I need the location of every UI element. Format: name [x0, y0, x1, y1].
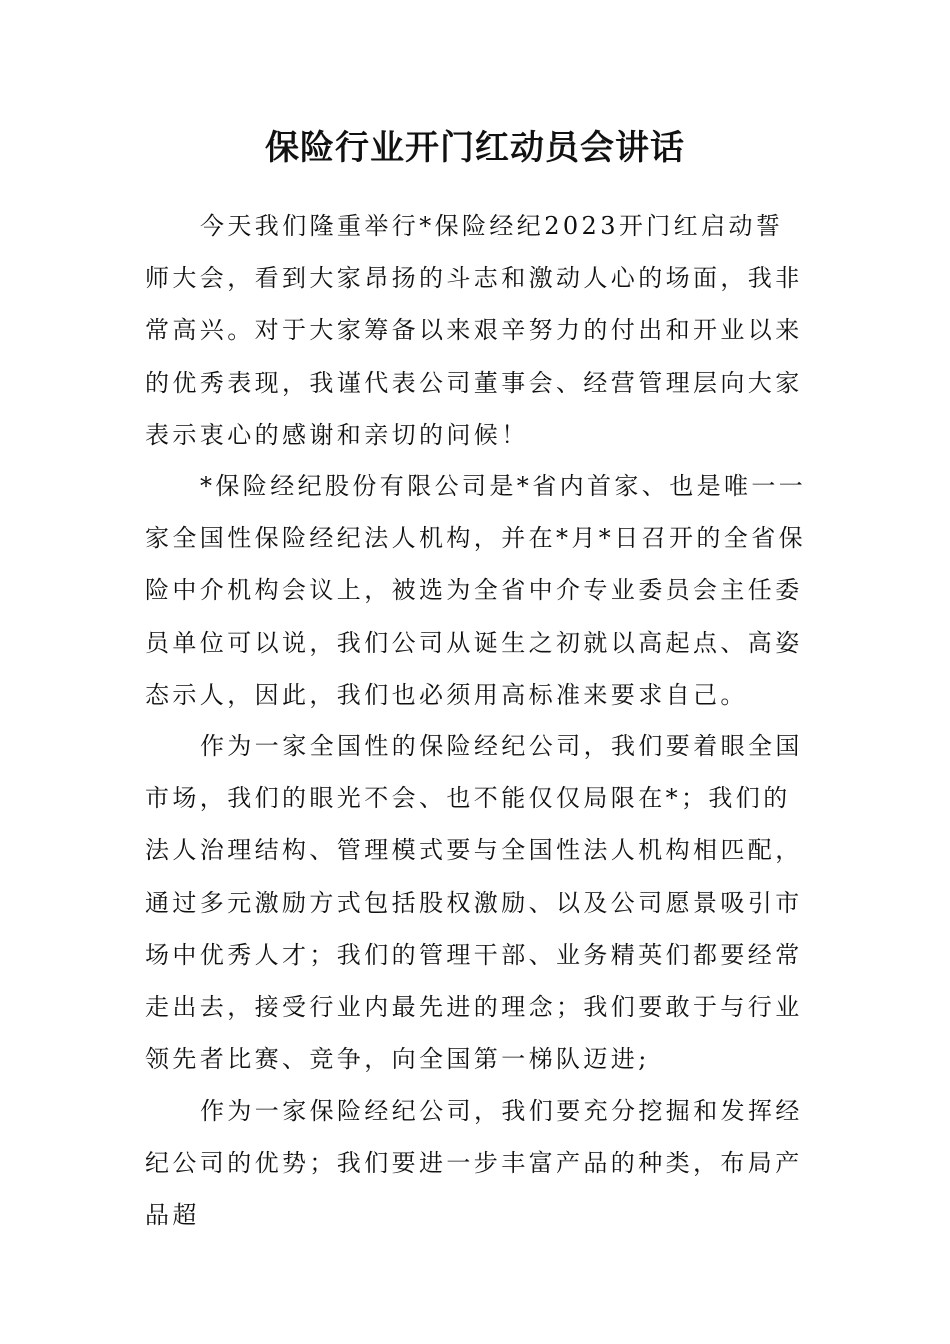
- paragraph-4: 作为一家保险经纪公司，我们要充分挖掘和发挥经纪公司的优势；我们要进一步丰富产品的种类，布局产品超: [145, 1097, 803, 1230]
- paragraph-1: 今天我们隆重举行*保险经纪2023开门红启动誓师大会，看到大家昂扬的斗志和激动人心的场面，我非常高兴。对于大家筹备以来艰辛努力的付出和开业以来的优秀表现，我谨代表公司董事会、经营管理层向大家表示衷心的感谢和亲切的问候！: [145, 212, 803, 449]
- paragraph-3: 作为一家全国性的保险经纪公司，我们要着眼全国市场，我们的眼光不会、也不能仅仅局限在*；我们的法人治理结构、管理模式要与全国性法人机构相匹配，通过多元激励方式包括股权激励、以及公司愿景吸引市场中优秀人才；我们的管理干部、业务精英们都要经常走出去，接受行业内最先进的理念；我们要敢于与行业领先者比赛、竞争，向全国第一梯队迈进;: [145, 732, 803, 1074]
- document-title: 保险行业开门红动员会讲话: [265, 128, 685, 168]
- paragraph-2: *保险经纪股份有限公司是*省内首家、也是唯一一家全国性保险经纪法人机构，并在*月*日召开的全省保险中介机构会议上，被选为全省中介专业委员会主任委员单位可以说，我们公司从诞生之初就以高起点、高姿态示人，因此，我们也必须用高标准来要求自己。: [145, 472, 807, 709]
